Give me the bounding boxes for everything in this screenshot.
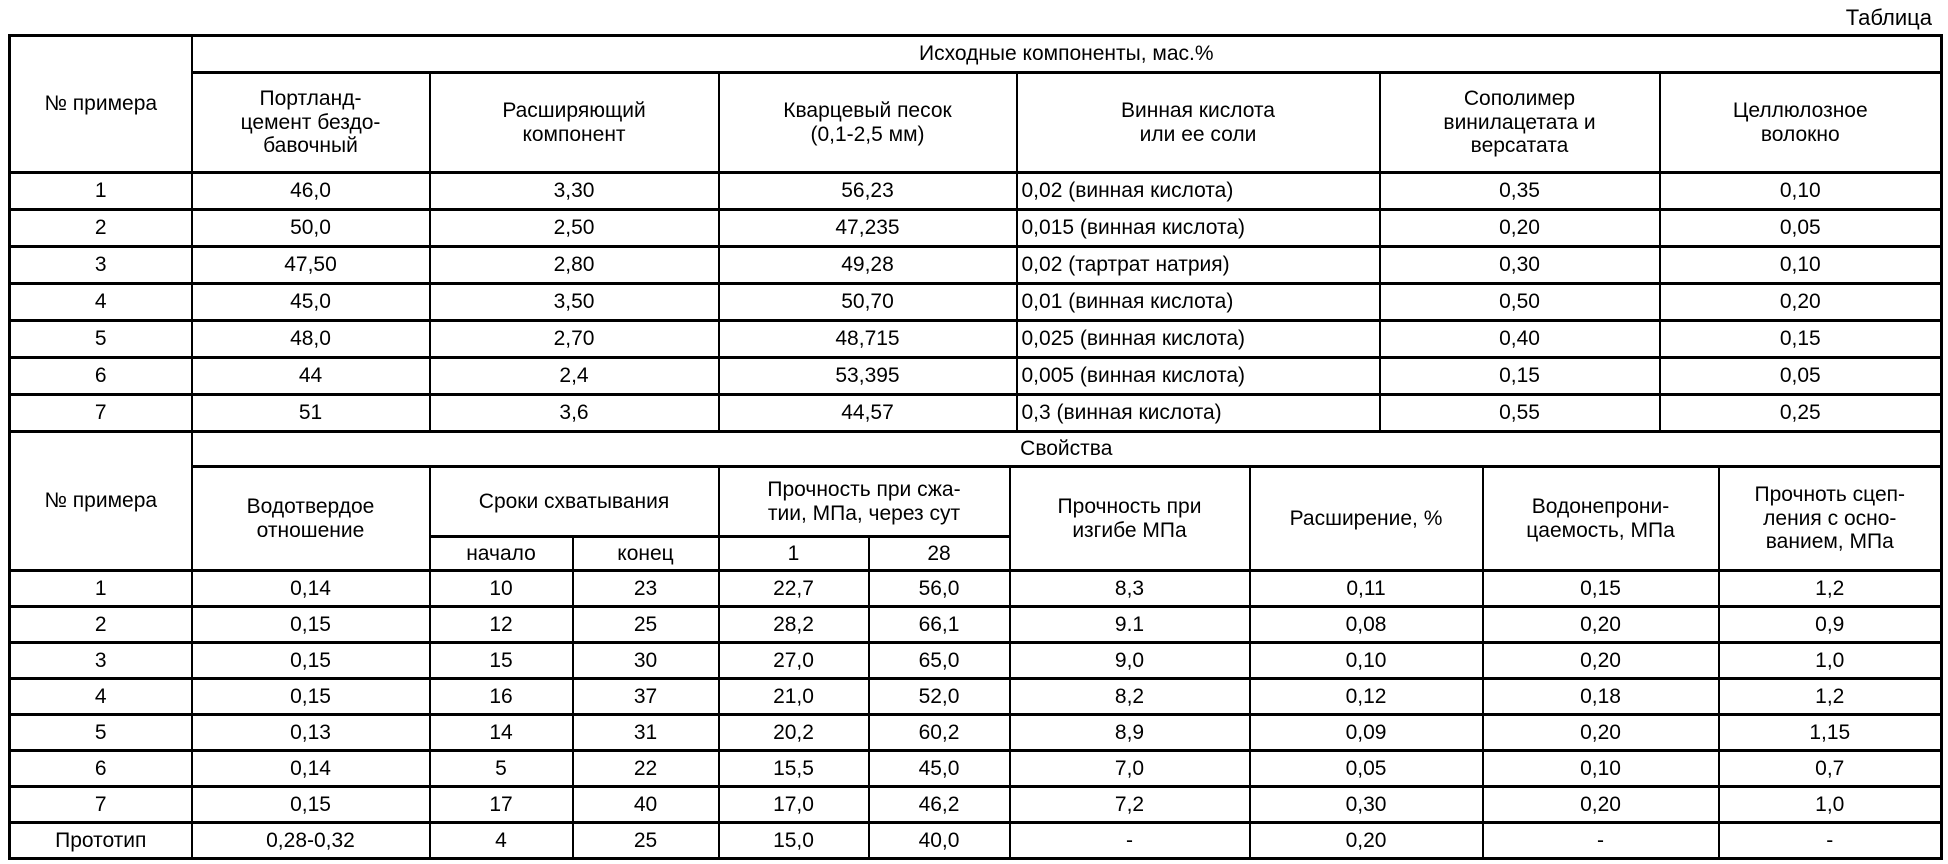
row-label-cell: 6 <box>10 751 192 787</box>
row-label-cell: 3 <box>10 643 192 679</box>
table-cell: 8,2 <box>1010 679 1250 715</box>
table-cell: 31 <box>573 715 719 751</box>
subcolumn-header-end: конец <box>573 537 719 571</box>
subcolumn-header-1-day: 1 <box>719 537 869 571</box>
table-row <box>10 432 1942 467</box>
table-cell: 0,15 <box>192 643 430 679</box>
row-label-cell: 3 <box>10 247 192 284</box>
table-row <box>10 607 1942 643</box>
table-cell: 0,9 <box>1719 607 1942 643</box>
table-row <box>10 571 1942 607</box>
table-cell: 56,23 <box>719 173 1017 210</box>
table-cell: 21,0 <box>719 679 869 715</box>
column-header-copolymer: Сополимер винилацетата и версатата <box>1380 73 1660 173</box>
table-cell: 0,50 <box>1380 284 1660 321</box>
table-cell: 0,10 <box>1660 173 1942 210</box>
table-cell: 8,3 <box>1010 571 1250 607</box>
table-cell: 0,09 <box>1250 715 1483 751</box>
table-cell: 49,28 <box>719 247 1017 284</box>
document-table <box>8 34 1940 860</box>
table-cell: 25 <box>573 607 719 643</box>
table-cell: 5 <box>430 751 573 787</box>
column-header-cellulose-fiber: Целлюлозное волокно <box>1660 73 1942 173</box>
table-cell: 40 <box>573 787 719 823</box>
t2-section-header: Свойства <box>192 432 1942 467</box>
table-cell: 0,02 (винная кислота) <box>1017 173 1380 210</box>
table-cell: 0,35 <box>1380 173 1660 210</box>
t2-row-header: № примера <box>10 432 192 571</box>
table-cell: 16 <box>430 679 573 715</box>
table-cell: 0,08 <box>1250 607 1483 643</box>
table-cell: 48,715 <box>719 321 1017 358</box>
table-row <box>10 751 1942 787</box>
table-cell: 7,0 <box>1010 751 1250 787</box>
table-cell: 0,30 <box>1380 247 1660 284</box>
table-cell: 0,15 <box>1660 321 1942 358</box>
table-cell: 56,0 <box>869 571 1010 607</box>
column-header-compressive-strength: Прочность при сжа- тии, МПа, через сут <box>719 467 1010 537</box>
table-cell: 47,235 <box>719 210 1017 247</box>
column-header-portland-cement: Портланд- цемент бездо- бавочный <box>192 73 430 173</box>
table-cell: 15,0 <box>719 823 869 859</box>
t1-section-header: Исходные компоненты, мас.% <box>192 36 1942 73</box>
table-cell: 0,20 <box>1483 643 1719 679</box>
table-cell: 66,1 <box>869 607 1010 643</box>
column-header-adhesion-strength: Прочноть сцеп- ления с осно- ванием, МПа <box>1719 467 1942 571</box>
table-cell: 7,2 <box>1010 787 1250 823</box>
table-cell: 53,395 <box>719 358 1017 395</box>
table-cell: 0,15 <box>1483 571 1719 607</box>
row-label-cell: 6 <box>10 358 192 395</box>
table-cell: 0,05 <box>1660 210 1942 247</box>
table-caption: Таблица <box>1845 5 1932 30</box>
properties-table <box>8 430 1943 860</box>
table-cell: 47,50 <box>192 247 430 284</box>
table-row <box>10 358 1942 395</box>
table-cell: 1,0 <box>1719 643 1942 679</box>
table-cell: 0,25 <box>1660 395 1942 432</box>
table-cell: 1,2 <box>1719 571 1942 607</box>
table-cell: 0,18 <box>1483 679 1719 715</box>
row-label-cell: 5 <box>10 715 192 751</box>
table-cell: 28,2 <box>719 607 869 643</box>
table-cell: 2,50 <box>430 210 719 247</box>
row-label-cell: 5 <box>10 321 192 358</box>
table-row <box>10 36 1942 73</box>
table-cell: 40,0 <box>869 823 1010 859</box>
table-cell: - <box>1483 823 1719 859</box>
table-cell: 0,12 <box>1250 679 1483 715</box>
row-label-cell: 1 <box>10 173 192 210</box>
table-cell: 44,57 <box>719 395 1017 432</box>
t1-row-header: № примера <box>10 36 192 173</box>
row-label-cell: 1 <box>10 571 192 607</box>
row-label-cell: 7 <box>10 787 192 823</box>
table-cell: 9.1 <box>1010 607 1250 643</box>
column-header-expansion: Расширение, % <box>1250 467 1483 571</box>
table-cell: 0,14 <box>192 571 430 607</box>
table-cell: 37 <box>573 679 719 715</box>
column-header-expanding-component: Расширяющий компонент <box>430 73 719 173</box>
table-cell: 45,0 <box>869 751 1010 787</box>
table-cell: 50,70 <box>719 284 1017 321</box>
table-cell: 52,0 <box>869 679 1010 715</box>
table-row <box>10 679 1942 715</box>
table-cell: - <box>1010 823 1250 859</box>
table-cell: 46,2 <box>869 787 1010 823</box>
column-header-setting-time: Сроки схватывания <box>430 467 719 537</box>
table-cell: 0,20 <box>1483 607 1719 643</box>
table-cell: 0,20 <box>1483 787 1719 823</box>
table-row <box>10 73 1942 173</box>
table-row <box>10 284 1942 321</box>
table-cell: 14 <box>430 715 573 751</box>
table-cell: 0,20 <box>1660 284 1942 321</box>
table-cell: 27,0 <box>719 643 869 679</box>
table-cell: 0,14 <box>192 751 430 787</box>
table-cell: 0,7 <box>1719 751 1942 787</box>
table-cell: 1,15 <box>1719 715 1942 751</box>
table-cell: 3,50 <box>430 284 719 321</box>
row-label-cell: 7 <box>10 395 192 432</box>
table-cell: 1,2 <box>1719 679 1942 715</box>
table-cell: 0,30 <box>1250 787 1483 823</box>
column-header-tartaric-acid: Винная кислота или ее соли <box>1017 73 1380 173</box>
subcolumn-header-28-days: 28 <box>869 537 1010 571</box>
table-cell: 8,9 <box>1010 715 1250 751</box>
table-cell: 2,4 <box>430 358 719 395</box>
table-cell: 0,28-0,32 <box>192 823 430 859</box>
table-cell: 0,10 <box>1250 643 1483 679</box>
table-cell: 1,0 <box>1719 787 1942 823</box>
table-cell: 0,20 <box>1380 210 1660 247</box>
table-cell: 2,80 <box>430 247 719 284</box>
table-cell: 4 <box>430 823 573 859</box>
table-row <box>10 823 1942 859</box>
table-cell: 10 <box>430 571 573 607</box>
table-cell: 45,0 <box>192 284 430 321</box>
table-cell: 30 <box>573 643 719 679</box>
row-label-cell: 4 <box>10 679 192 715</box>
column-header-quartz-sand: Кварцевый песок (0,1-2,5 мм) <box>719 73 1017 173</box>
table-cell: 0,13 <box>192 715 430 751</box>
table-cell: 0,01 (винная кислота) <box>1017 284 1380 321</box>
table-cell: 0,10 <box>1483 751 1719 787</box>
table-row <box>10 715 1942 751</box>
table-cell: 0,005 (винная кислота) <box>1017 358 1380 395</box>
table-cell: 2,70 <box>430 321 719 358</box>
table-cell: 46,0 <box>192 173 430 210</box>
table-cell: 0,20 <box>1250 823 1483 859</box>
table-cell: 0,15 <box>192 787 430 823</box>
table-cell: 9,0 <box>1010 643 1250 679</box>
table-row <box>10 395 1942 432</box>
table-cell: 0,15 <box>192 607 430 643</box>
table-row <box>10 787 1942 823</box>
table-row <box>10 173 1942 210</box>
table-row <box>10 247 1942 284</box>
table-cell: 0,15 <box>1380 358 1660 395</box>
table-cell: 22,7 <box>719 571 869 607</box>
table-cell: 0,02 (тартрат натрия) <box>1017 247 1380 284</box>
table-cell: 0,015 (винная кислота) <box>1017 210 1380 247</box>
row-label-cell: 4 <box>10 284 192 321</box>
column-header-bending-strength: Прочность при изгибе МПа <box>1010 467 1250 571</box>
subcolumn-header-start: начало <box>430 537 573 571</box>
table-cell: 0,05 <box>1250 751 1483 787</box>
table-cell: 12 <box>430 607 573 643</box>
table-cell: 0,10 <box>1660 247 1942 284</box>
table-cell: 50,0 <box>192 210 430 247</box>
table-cell: 0,40 <box>1380 321 1660 358</box>
table-cell: 22 <box>573 751 719 787</box>
table-cell: 65,0 <box>869 643 1010 679</box>
table-cell: 20,2 <box>719 715 869 751</box>
table-row <box>10 467 1942 537</box>
table-cell: 44 <box>192 358 430 395</box>
table-cell: 0,20 <box>1483 715 1719 751</box>
row-label-cell: 2 <box>10 607 192 643</box>
row-label-cell: Прототип <box>10 823 192 859</box>
table-cell: 51 <box>192 395 430 432</box>
column-header-water-solid-ratio: Водотвердое отношение <box>192 467 430 571</box>
components-table <box>8 34 1943 433</box>
table-cell: 15,5 <box>719 751 869 787</box>
table-cell: 23 <box>573 571 719 607</box>
table-cell: 3,30 <box>430 173 719 210</box>
table-row <box>10 643 1942 679</box>
table-cell: 0,15 <box>192 679 430 715</box>
table-row <box>10 321 1942 358</box>
column-header-water-impermeability: Водонепрони- цаемость, МПа <box>1483 467 1719 571</box>
table-cell: 3,6 <box>430 395 719 432</box>
table-cell: 0,11 <box>1250 571 1483 607</box>
table-cell: 17,0 <box>719 787 869 823</box>
table-cell: 0,55 <box>1380 395 1660 432</box>
table-cell: 48,0 <box>192 321 430 358</box>
table-cell: 0,025 (винная кислота) <box>1017 321 1380 358</box>
table-cell: 17 <box>430 787 573 823</box>
table-cell: 0,05 <box>1660 358 1942 395</box>
table-cell: 60,2 <box>869 715 1010 751</box>
table-cell: 15 <box>430 643 573 679</box>
table-cell: - <box>1719 823 1942 859</box>
row-label-cell: 2 <box>10 210 192 247</box>
table-row <box>10 210 1942 247</box>
table-cell: 0,3 (винная кислота) <box>1017 395 1380 432</box>
table-cell: 25 <box>573 823 719 859</box>
